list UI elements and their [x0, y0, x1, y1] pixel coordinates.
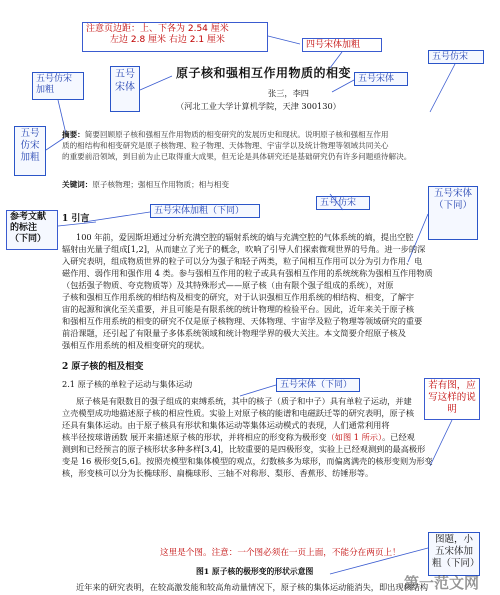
title-font-note-text: 四号宋体加粗 [306, 40, 361, 50]
section-2-heading: 2 原子核的相及相变 [62, 362, 144, 372]
p1-line-3: 入研究表明，组成物质世界的粒子可以分为强子和轻子两类，粒子间相互作用可以分为引力作用、电 [62, 256, 423, 266]
figure-caption: 图1 原子核的极形变的形状示意图 [196, 567, 314, 576]
p2-line-6: 变是 16 极形变[5,6]。按照壳模型和集体模型的观点，幻数核多为球形，而偏离满壳的核形变则为形变 [62, 456, 433, 466]
paper-authors: 张三，李四 [268, 88, 309, 98]
p1-line-6: 子核和强相互作用系统的相结构及相变的研究，对于认识强相互作用系统的相结构、相变，了解宇 [62, 292, 415, 302]
songti-xiatong-note-right-text: 五号宋体（下同） [433, 188, 472, 211]
p1-line-10: 强相互作用系统的相及相变研究的现状。 [62, 340, 210, 350]
fangsong-note-right-text: 五号仿宋 [432, 52, 469, 62]
reference-note-text: 参考文献的标注（下同） [10, 212, 47, 244]
p1-line-4: 磁作用、弱作用和强作用 4 类。参与强相互作用的粒子或具有强相互作用的系统统称为强相互作用物质 [62, 268, 433, 278]
keywords-text: 原子核物理；强相互作用物质；相与相变 [92, 180, 230, 189]
songti-tall-note-text: 五号宋体 [115, 69, 135, 93]
section-1-heading: 1 引言 [62, 214, 90, 224]
p2-line-4-text: 核半径按球谐函数 展开来描述原子核的形状，并将相应的形变称为极形变 [62, 432, 327, 442]
p2-line-4 [62, 432, 486, 443]
keywords-line [62, 180, 229, 191]
p1-line-2: 辐射由光量子组成[1,2]，从而建立了光子的概念，吹响了引导人们探索微观世界的号角。进一步的深 [62, 244, 426, 254]
watermark: 第一范文网 [404, 574, 480, 592]
figure-reference: （如图 1 所示） [326, 432, 383, 442]
figure-placeholder-rule: 这里是个图。注意：一个图必须在一页上面，不能分在两页上！ [160, 548, 401, 558]
p2-line-3: 还具有集体运动。由于原子核具有形状和集体运动等集体运动模式的表现，人们通常利用将 [62, 420, 390, 430]
paper-title: 原子核和强相互作用物质的相变 [176, 66, 352, 80]
figure-caption-note-text: 图题，小五宋体加粗（下同） [432, 534, 480, 569]
keywords-label: 关键词： [62, 180, 93, 189]
fangsong-mid-note-text: 五号仿宋 [320, 198, 357, 208]
p1-line-9: 前沿课题，还引起了有限量子多体系统领域和统计物理学界的极大关注。本文简要介绍原子核及 [62, 328, 406, 338]
margin-note-line1: 注意页边距：上、下各为 2.54 厘米 [86, 24, 229, 34]
margin-note-line2: 左边 2.8 厘米 右边 2.1 厘米 [110, 35, 225, 45]
p2-line-5: 测到和已经预言的原子核形状多种多样[3,4]，比较重要的是四极形变，实验上已经观测到的最高极形 [62, 444, 426, 454]
abstract-line-1 [62, 130, 482, 141]
p1-line-1: 100 年前，爱因斯坦通过分析充满空腔的辐射系统的熵与充满空腔的气体系统的熵，提出空腔 [76, 232, 414, 242]
abstract-text-1: 简要回顾原子核和强相互作用物质的相变研究的发展历史和现状。说明原子核和强相互作用 [84, 130, 389, 139]
fangsong-bold-tall-note-text: 五号仿宋加粗 [20, 128, 40, 163]
section-2-1-heading: 2.1 原子核的单粒子运动与集体运动 [62, 379, 193, 389]
p2-line-7: 核，形变核可以分为长椭球形、扁椭球形、三轴不对称形、梨形、香蕉形、纺锤形等。 [62, 468, 374, 478]
p3-line-1: 近年来的研究表明，在较高激发能和较高角动量情况下，原子核的集体运动能消失，即出现核结构 [76, 582, 429, 592]
abstract-label: 摘要： [62, 130, 85, 139]
paper-affiliation: （河北工业大学计算机学院，天津 300130） [176, 101, 341, 111]
p1-line-5: （包括强子物质、夸克物质等）及其特殊形式——原子核（由有限个强子组成的系统），对原 [62, 280, 394, 290]
abstract-line-3: 的重要前沿领域，到目前为止已取得重大成果，但无论是具体研究还是基础研究仍有许多问题亟待解决。 [62, 152, 412, 161]
p2-line-2: 立壳模型成功地描述原子核的相应性质。实验上对原子核的能谱和电磁跃迁等的研究表明，原子核 [62, 408, 415, 418]
heading-font-note-text: 五号宋体加粗（下同） [154, 206, 245, 216]
figure-explain-note-text: 若有图，应写这样的说明 [428, 380, 476, 415]
p2-line-1: 原子核是有限数目的强子组成的束缚系统，其中的核子（质子和中子）具有单粒子运动，并建 [76, 396, 412, 406]
songti-xiatong-note-mid-text: 五号宋体（下同） [280, 380, 353, 390]
p1-line-7: 宙的起源和演化至关重要，并且可能是有限系统的统计物理的检验平台。因此，近年来关于原子核 [62, 304, 415, 314]
p1-line-8: 和强相互作用系统的相变的研究不仅是原子核物理、天体物理、宇宙学及粒子物理等领域研究的重要 [62, 316, 423, 326]
p2-line-4-tail: 。已经观 [382, 432, 415, 442]
songti-small-note-text: 五号宋体 [358, 74, 395, 84]
fangsong-bold-note-left-text: 五号仿宋加粗 [36, 74, 73, 95]
abstract-line-2: 质的相结构和相变研究是原子核物理、粒子物理、天体物理、宇宙学以及统计物理等领域共同关心 [62, 141, 389, 150]
